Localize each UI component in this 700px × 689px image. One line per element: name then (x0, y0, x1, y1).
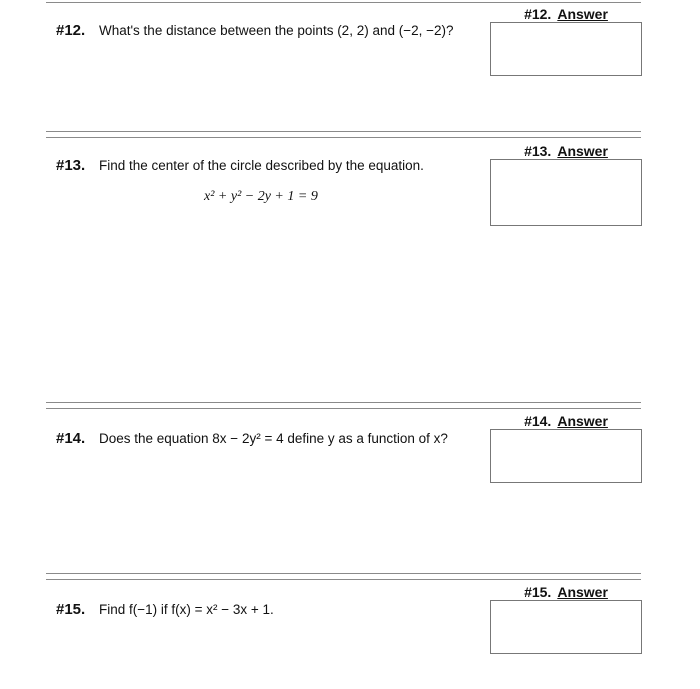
question-12 (56, 22, 454, 39)
question-number-15: #15. (56, 601, 86, 618)
divider-rule (46, 579, 641, 580)
answer-word-15: Answer (557, 584, 608, 600)
question-text-13: Find the center of the circle described by the equation. (98, 158, 424, 173)
divider-rule (46, 402, 641, 403)
answer-number-14: #14. (524, 413, 552, 429)
question-text-14: Does the equation 8x − 2y² = 4 define y as a function of x? (98, 431, 448, 446)
question-14 (56, 430, 448, 447)
answer-word-14: Answer (557, 413, 608, 429)
divider-rule (46, 131, 641, 132)
answer-number-12: #12. (524, 6, 552, 22)
divider-rule (46, 137, 641, 138)
answer-label-13 (486, 143, 646, 159)
answer-label-12 (486, 6, 646, 22)
top-rule (46, 2, 641, 3)
answer-label-14 (486, 413, 646, 429)
answer-word-13: Answer (557, 143, 608, 159)
divider-rule (46, 573, 641, 574)
answer-box-15[interactable] (490, 600, 642, 654)
answer-box-13[interactable] (490, 159, 642, 226)
question-15 (56, 601, 274, 618)
answer-box-12[interactable] (490, 22, 642, 76)
answer-word-12: Answer (557, 6, 608, 22)
question-number-12: #12. (56, 22, 86, 39)
question-number-14: #14. (56, 430, 86, 447)
equation-13: x² + y² − 2y + 1 = 9 (204, 189, 318, 204)
question-13 (56, 157, 424, 174)
question-text-15: Find f(−1) if f(x) = x² − 3x + 1. (98, 602, 274, 617)
question-text-12: What's the distance between the points (2, 2) and (−2, −2)? (98, 23, 454, 38)
answer-box-14[interactable] (490, 429, 642, 483)
answer-number-15: #15. (524, 584, 552, 600)
answer-label-15 (486, 584, 646, 600)
question-number-13: #13. (56, 157, 86, 174)
divider-rule (46, 408, 641, 409)
answer-number-13: #13. (524, 143, 552, 159)
